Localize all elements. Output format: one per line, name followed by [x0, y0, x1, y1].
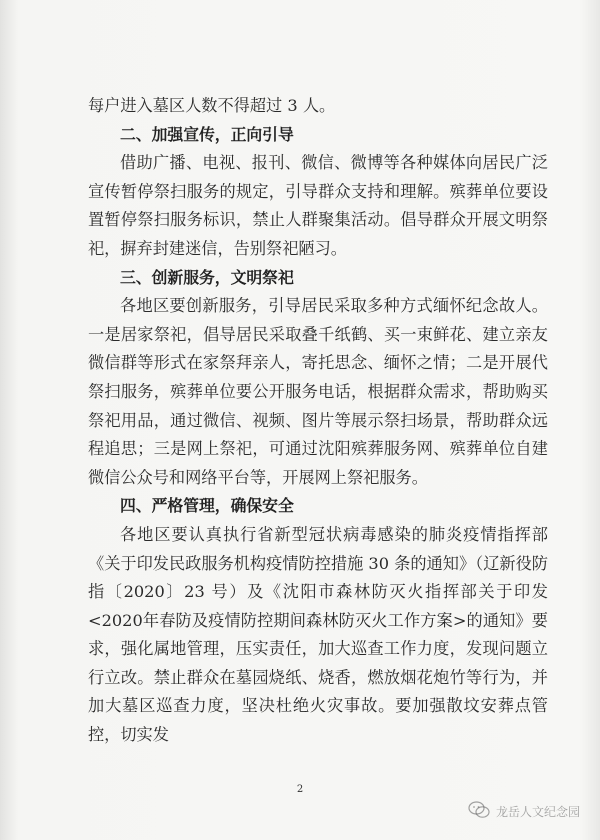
watermark-text: 龙岳人文纪念园: [495, 805, 580, 819]
page-number: 2: [296, 784, 304, 795]
paragraph-continuation: 每户进入墓区人数不得超过 3 人。: [88, 96, 336, 115]
section-heading-3: 三、创新服务，文明祭祀: [120, 267, 294, 287]
paragraph-publicity: 借助广播、电视、报刊、微信、微博等各种媒体向居民广泛宣传暂停祭扫服务的规定，引导群众支持和理解。殡葬单位要设置暂停祭扫服务标识，禁止人群聚集活动。倡导群众开展文明祭祀，摒弃封建迷信，告别祭祀陋习。: [88, 153, 548, 258]
watermark: [468, 801, 580, 822]
wechat-icon: [468, 801, 490, 822]
paragraph-innovation: 各地区要创新服务，引导居民采取多种方式缅怀纪念故人。一是居家祭祀，倡导居民采取叠千纸鹤、买一束鲜花、建立亲友微信群等形式在家祭拜亲人，寄托思念、缅怀之情；二是开展代祭扫服务，殡葬单位要公开服务电话，根据群众需求，帮助购买祭祀用品，通过微信、视频、图片等展示祭扫场景，帮助群众远程追思；三是网上祭祀，可通过沈阳殡葬服务网、殡葬单位自建微信公众号和网络平台等，开展网上祭祀服务。: [88, 296, 548, 487]
paragraph-management: 各地区要认真执行省新型冠状病毒感染的肺炎疫情指挥部《关于印发民政服务机构疫情防控措施 30 条的通知》（辽新役防指〔2020〕23 号）及《沈阳市森林防灭火指挥部关于印发<2020年春防及疫情防控期间森林防灭火工作方案>的通知》要求，强化属地管理，压实责任，加大巡查工作力度，发现问题立行立改。禁止群众在墓园烧纸、烧香，燃放烟花炮竹等行为，并加大墓区巡查力度，坚决杜绝火灾事故。要加强散坟安葬点管控，切实发: [88, 524, 548, 745]
section-heading-4: 四、严格管理，确保安全: [120, 496, 294, 516]
document-body: [88, 92, 548, 750]
section-heading-2: 二、加强宣传，正向引导: [120, 124, 294, 144]
